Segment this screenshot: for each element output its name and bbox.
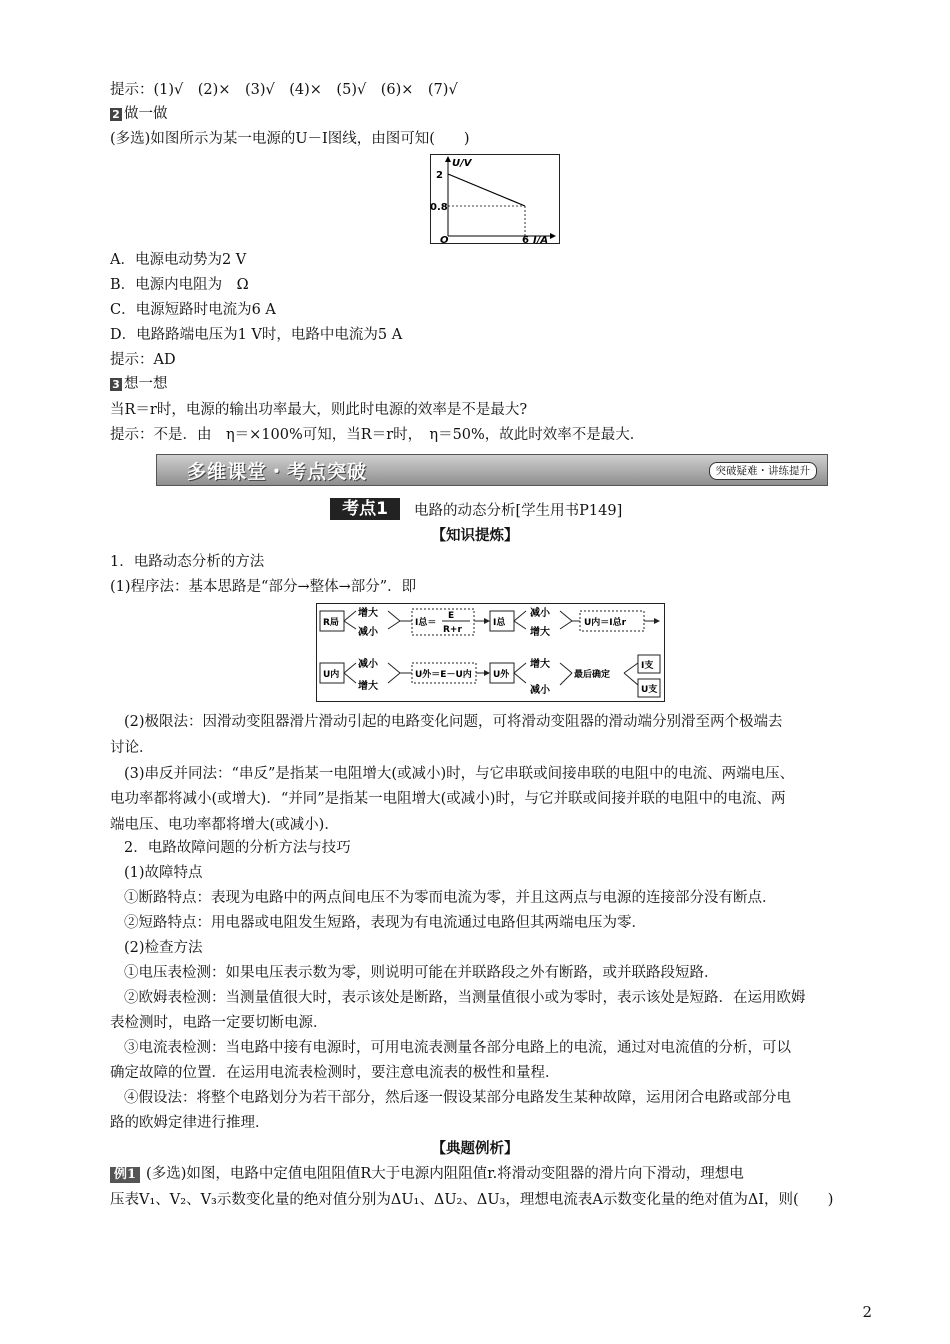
r-part-box: R局: [323, 618, 339, 628]
row1-dec-2: 减小: [530, 608, 550, 619]
para-1-2a: (2)极限法：因滑动变阻器滑片滑动引起的电路变化问题，可将滑动变阻器的滑动端分别滑至两个极端去: [124, 714, 783, 730]
section-title: 做一做: [124, 106, 168, 122]
example-header: 【典题例析】: [431, 1140, 519, 1157]
banner-title: 多维课堂・考点突破: [187, 461, 368, 483]
para-2-2: (2)检查方法: [124, 940, 203, 956]
example-1-line1: [110, 1164, 744, 1184]
example-1-line2: 压表V₁、V₂、V₃示数变化量的绝对值分别为ΔU₁、ΔU₂、ΔU₃，理想电流表A示数变化量的绝对值为ΔI，则( ): [110, 1192, 834, 1208]
section-think: [110, 374, 168, 394]
hint-answers-1: 提示：(1)√ (2)× (3)√ (4)× (5)√ (6)× (7)√: [110, 82, 458, 98]
frac-den: R+r: [443, 625, 462, 635]
u-branch-box: U支: [641, 685, 658, 695]
u-inner-box: U内: [323, 670, 340, 680]
hint-answers-2: 提示：AD: [110, 352, 176, 368]
hint-answers-3: 提示：不是．由 η＝×100%可知，当R＝r时， η＝50%，故此时效率不是最大．: [110, 427, 645, 443]
row2-inc: 增大: [358, 681, 378, 692]
section-do-it: [110, 104, 168, 124]
origin-label: O: [440, 235, 449, 244]
frac-num: E: [448, 611, 455, 621]
example-label: 例1: [110, 1167, 140, 1183]
u-outer-box: U外: [493, 670, 510, 680]
para-2: 2．电路故障问题的分析方法与技巧: [124, 840, 351, 856]
para-1-3c: 端电压、电功率都将增大(或减小)．: [110, 817, 339, 833]
para-2-1a: ①断路特点：表现为电路中的两点间电压不为零而电流为零，并且这两点与电源的连接部分没有断点．: [124, 890, 777, 906]
para-2-2d1: ④假设法：将整个电路划分为若干部分，然后逐一假设某部分电路发生某种故障，运用闭合电路或部分电: [124, 1090, 791, 1106]
y-axis-label: U/V: [452, 158, 472, 169]
row1-dec: 减小: [358, 627, 378, 638]
i-total-eq: I总＝: [415, 618, 437, 628]
section-title: 想一想: [124, 376, 168, 392]
kaodian-label: 考点1: [330, 498, 400, 520]
banner-tag: 突破疑难・讲练提升: [709, 462, 818, 480]
section-number-badge: 2: [110, 108, 122, 121]
para-2-2b1: ②欧姆表检测：当测量值很大时，表示该处是断路，当测量值很小或为零时，表示该处是短路．在运用欧姆: [124, 990, 806, 1006]
row2-inc-2: 增大: [530, 659, 550, 670]
para-2-2d2: 路的欧姆定律进行推理．: [110, 1115, 270, 1131]
section-banner: [156, 454, 828, 486]
x-axis-label: I/A: [533, 235, 549, 244]
dynamic-analysis-flowchart: [316, 603, 666, 703]
question-2: (多选)如图所示为某一电源的U－I图线，由图可知( ): [110, 131, 470, 147]
final-determine: 最后确定: [574, 670, 611, 680]
para-2-2c2: 确定故障的位置．在运用电流表检测时，要注意电流表的极性和量程．: [110, 1065, 560, 1081]
knowledge-header: 【知识提炼】: [431, 527, 519, 544]
row1-inc-2: 增大: [530, 627, 550, 638]
question-3: 当R＝r时，电源的输出功率最大，则此时电源的效率是不是最大?: [110, 402, 528, 418]
row1-inc: 增大: [358, 608, 378, 619]
i-total-box: I总: [493, 618, 506, 628]
u-outer-eq: U外＝E－U内: [415, 670, 472, 680]
i-branch-box: I支: [641, 661, 654, 671]
u-inner-eq: U内＝I总r: [584, 618, 627, 628]
option-d: D．电路路端电压为1 V时，电路中电流为5 A: [110, 327, 403, 343]
option-b: B．电源内电阻为 Ω: [110, 277, 249, 293]
para-2-2a: ①电压表检测：如果电压表示数为零，则说明可能在并联路段之外有断路，或并联路段短路．: [124, 965, 719, 981]
example-text-1: (多选)如图，电路中定值电阻阻值R大于电源内阻阻值r.将滑动变阻器的滑片向下滑动，理想电: [146, 1166, 744, 1182]
y-tick-0.8: 0.8: [430, 202, 448, 213]
para-2-2b2: 表检测时，电路一定要切断电源．: [110, 1015, 328, 1031]
para-1-1: (1)程序法：基本思路是“部分→整体→部分”．即: [110, 579, 417, 595]
para-1: 1．电路动态分析的方法: [110, 554, 265, 570]
option-c: C．电源短路时电流为6 A: [110, 302, 276, 318]
para-1-3a: (3)串反并同法：“串反”是指某一电阻增大(或减小)时，与它串联或间接串联的电阻中的电流、两端电压、: [124, 766, 795, 782]
section-number-badge: 3: [110, 378, 122, 391]
para-1-3b: 电功率都将减小(或增大)．“并同”是指某一电阻增大(或减小)时，与它并联或间接并联的电阻中的电流、两: [110, 791, 786, 807]
row2-dec-2: 减小: [530, 685, 550, 696]
para-2-2c1: ③电流表检测：当电路中接有电源时，可用电流表测量各部分电路上的电流，通过对电流值的分析，可以: [124, 1040, 791, 1056]
para-2-1: (1)故障特点: [124, 865, 203, 881]
page-number: 2: [862, 1303, 872, 1321]
para-1-2b: 讨论．: [110, 740, 154, 756]
row2-dec: 减小: [358, 659, 378, 670]
x-tick-6: 6: [522, 235, 529, 244]
kaodian-title: 电路的动态分析[学生用书P149]: [414, 503, 623, 519]
y-tick-2: 2: [436, 170, 443, 181]
para-2-1b: ②短路特点：用电器或电阻发生短路，表现为有电流通过电路但其两端电压为零．: [124, 915, 646, 931]
option-a: A．电源电动势为2 V: [110, 252, 247, 268]
u-i-graph: [430, 154, 560, 244]
